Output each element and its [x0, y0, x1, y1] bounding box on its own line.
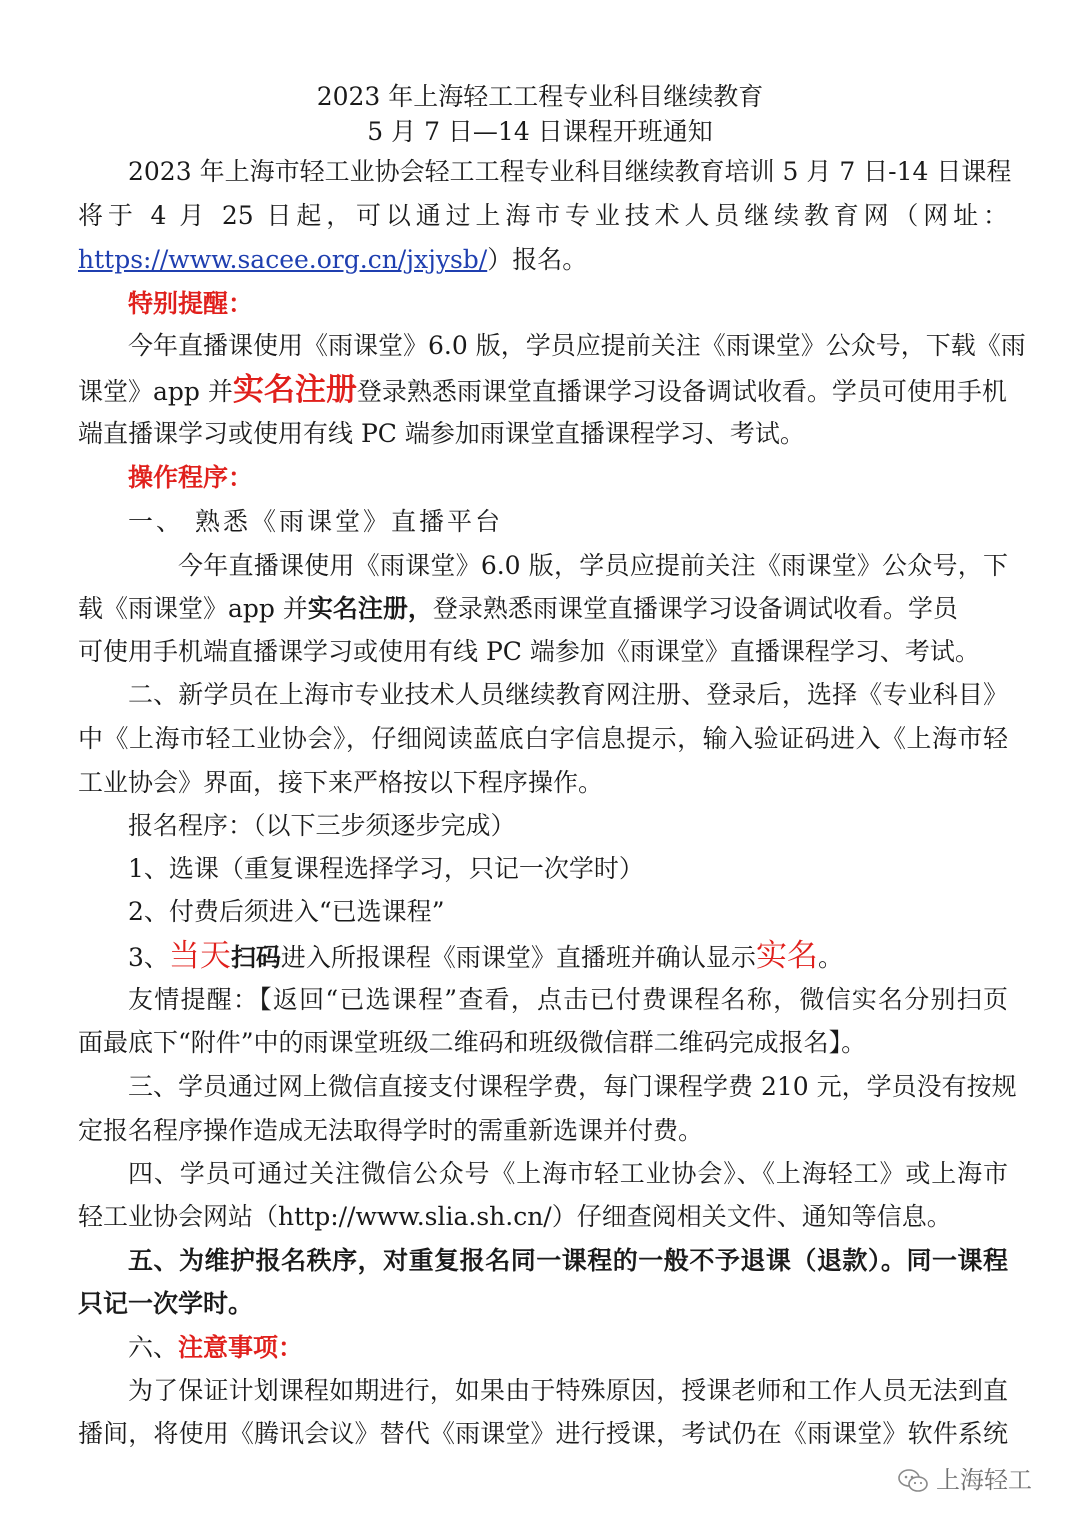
special-heading: 特别提醒：: [128, 289, 254, 318]
title-line-1: 2023 年上海轻工工程专业科目继续教育: [316, 82, 764, 111]
step6-line-1: 为了保证计划课程如期进行，如果由于特殊原因，授课老师和工作人员无法到直: [128, 1376, 1008, 1405]
step6-heading: 六、注意事项：: [128, 1333, 304, 1362]
title-line-2: 5 月 7 日—14 日课程开班通知: [367, 117, 713, 146]
special-line-2: 课堂》app 并实名注册登录熟悉雨课堂直播课学习设备调试收看。学员可使用手机: [78, 372, 1007, 408]
wechat-icon: [898, 1468, 928, 1494]
step1-line-1: 今年直播课使用《雨课堂》6.0 版，学员应提前关注《雨课堂》公众号，下: [178, 551, 1008, 580]
special-line-3: 端直播课学习或使用有线 PC 端参加雨课堂直播课程学习、考试。: [78, 419, 805, 448]
step2-line-3: 工业协会》界面，接下来严格按以下程序操作。: [78, 768, 604, 797]
step1-title: 一、 熟悉《雨课堂》直播平台: [128, 507, 503, 536]
procedure-heading: 操作程序：: [128, 463, 254, 492]
intro-line-3: https://www.sacee.org.cn/jxjysb/）报名。: [78, 245, 588, 274]
step1-line-2: 载《雨课堂》app 并实名注册，登录熟悉雨课堂直播课学习设备调试收看。学员: [78, 594, 958, 623]
step2-line-2: 中《上海市轻工业协会》，仔细阅读蓝底白字信息提示，输入验证码进入《上海市轻: [78, 724, 1008, 753]
step4-line-2: 轻工业协会网站（http://www.slia.sh.cn/）仔细查阅相关文件、通知等信息。: [78, 1202, 952, 1231]
step6-line-2: 播间，将使用《腾讯会议》替代《雨课堂》进行授课，考试仍在《雨课堂》软件系统: [78, 1419, 1008, 1448]
step2-line-1: 二、新学员在上海市专业技术人员继续教育网注册、登录后，选择《专业科目》: [128, 680, 1008, 709]
account-watermark: [898, 1460, 1032, 1500]
step3-line-2: 定报名程序操作造成无法取得学时的需重新选课并付费。: [78, 1116, 704, 1145]
special-line-1: 今年直播课使用《雨课堂》6.0 版，学员应提前关注《雨课堂》公众号，下载《雨: [128, 331, 1026, 360]
registration-step-3: 3、当天扫码进入所报课程《雨课堂》直播班并确认显示实名。: [128, 938, 843, 974]
step4-line-1: 四、学员可通过关注微信公众号《上海市轻工业协会》、《上海轻工》或上海市: [128, 1159, 1008, 1188]
intro-line-1: 2023 年上海市轻工业协会轻工工程专业科目继续教育培训 5 月 7 日-14 日课程: [128, 157, 1012, 186]
step3-line-1: 三、学员通过网上微信直接支付课程学费，每门课程学费 210 元，学员没有按规: [128, 1072, 1017, 1101]
step5-line-1: 五、为维护报名秩序，对重复报名同一课程的一般不予退课（退款）。同一课程: [128, 1246, 1008, 1275]
registration-title: 报名程序：（以下三步须逐步完成）: [128, 811, 516, 840]
realname-emphasis: 实名注册: [232, 372, 357, 408]
registration-step-1: 1、选课（重复课程选择学习，只记一次学时）: [128, 854, 644, 883]
step5-line-2: 只记一次学时。: [78, 1289, 254, 1318]
step1-line-3: 可使用手机端直播课学习或使用有线 PC 端参加《雨课堂》直播课程学习、考试。: [78, 637, 980, 666]
registration-link[interactable]: https://www.sacee.org.cn/jxjysb/: [78, 245, 488, 274]
watermark-text: 上海轻工: [936, 1466, 1032, 1494]
tip-line-2: 面最底下“附件”中的雨课堂班级二维码和班级微信群二维码完成报名】。: [78, 1028, 867, 1057]
intro-line-2: 将于 4 月 25 日起，可以通过上海市专业技术人员继续教育网（网址：: [78, 201, 1008, 230]
registration-step-2: 2、付费后须进入“已选课程”: [128, 897, 445, 926]
tip-line-1: 友情提醒：【返回“已选课程”查看，点击已付费课程名称，微信实名分别扫页: [128, 985, 1008, 1014]
